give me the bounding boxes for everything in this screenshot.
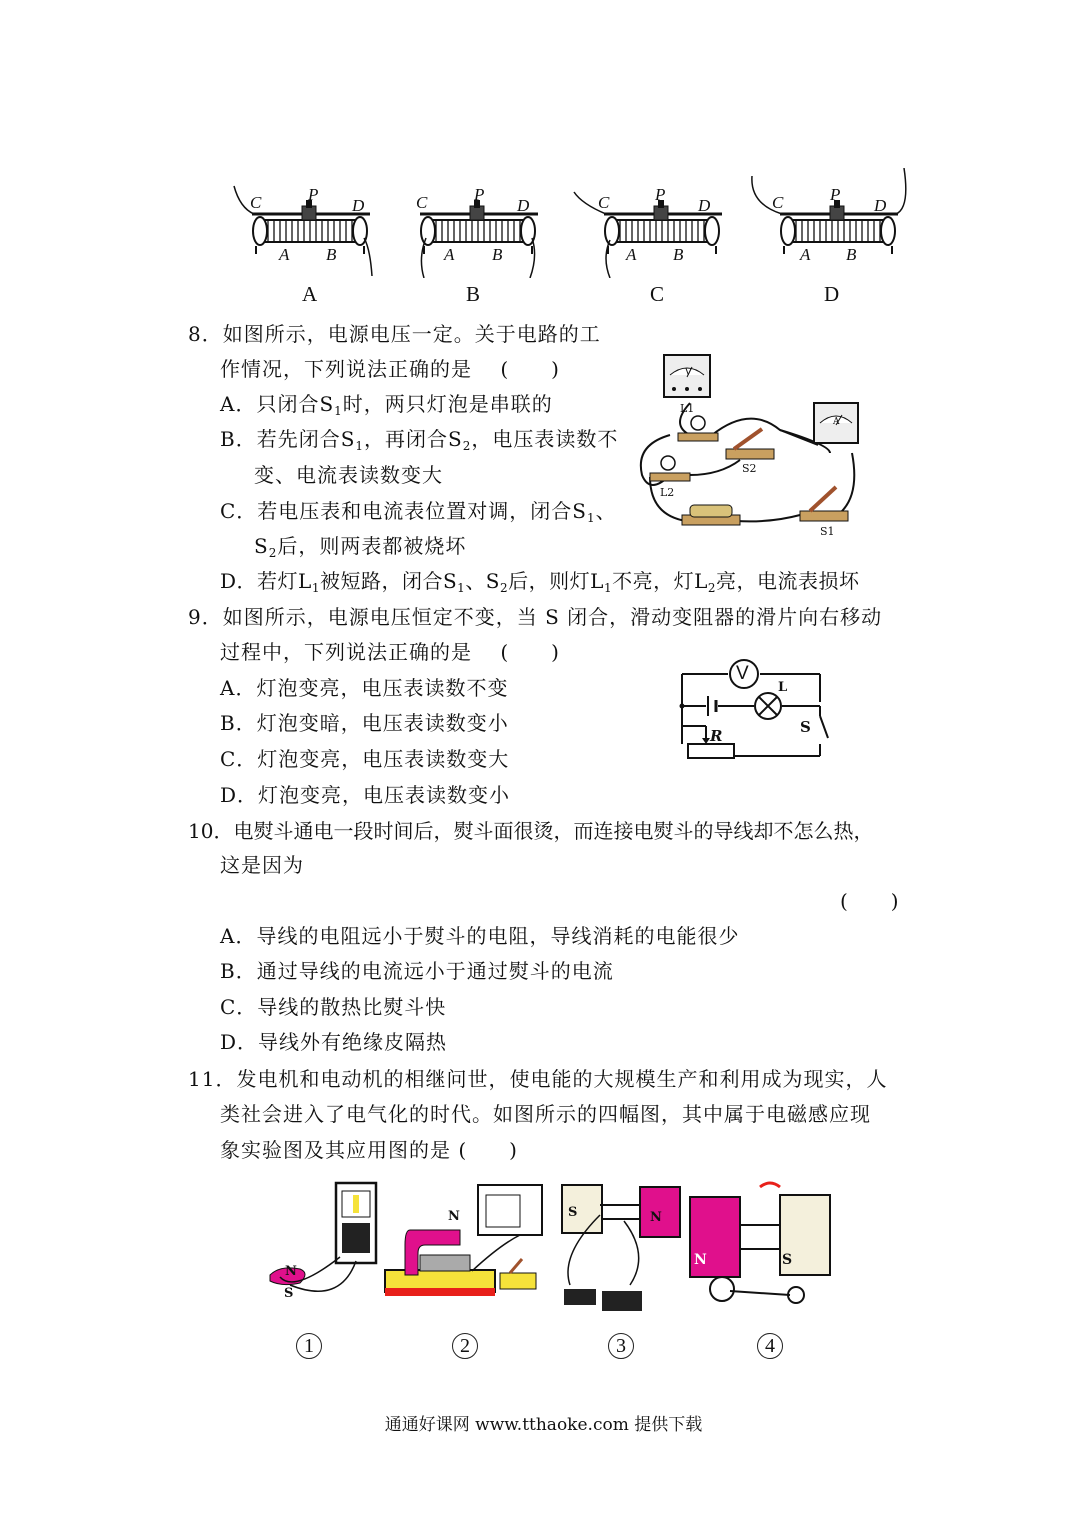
q11-stem-2: 类社会进入了电气化的时代。如图所示的四幅图，其中属于电磁感应现 bbox=[220, 1102, 871, 1126]
switch-s1 bbox=[800, 487, 848, 521]
terminal-label-a: A bbox=[279, 245, 290, 264]
figure-caption-a: A bbox=[302, 282, 318, 306]
q9-stem-2: 过程中，下列说法正确的是 ( ) bbox=[220, 640, 560, 664]
picture-3-s-label: S bbox=[568, 1205, 578, 1220]
q9-option-c: C．灯泡变亮，电压表读数变大 bbox=[220, 747, 510, 771]
q9-switch-label: S bbox=[800, 718, 811, 736]
terminal-label-c: C bbox=[598, 193, 610, 212]
label-s2: S2 bbox=[742, 462, 757, 475]
terminal-label-p: P bbox=[308, 185, 319, 204]
label-l1: L1 bbox=[680, 402, 695, 415]
switch-s2 bbox=[726, 429, 774, 459]
figure-number-4: 4 bbox=[757, 1333, 783, 1359]
q9-circuit-diagram bbox=[672, 656, 842, 764]
figure-number-1: 1 bbox=[296, 1333, 322, 1359]
q8-stem-2: 作情况，下列说法正确的是 ( ) bbox=[220, 357, 560, 381]
terminal-label-b: B bbox=[326, 245, 337, 264]
q9-stem-1: 9．如图所示，电源电压恒定不变，当 S 闭合，滑动变阻器的滑片向右移动 bbox=[188, 605, 883, 629]
q8-option-b: B．若先闭合$S_1$，再闭合$S_2$，电压表读数不 bbox=[220, 427, 619, 453]
picture-1-n-label: N bbox=[285, 1264, 297, 1279]
q8-option-b-cont: 变、电流表读数变大 bbox=[254, 463, 443, 487]
q8-stem-1: 8．如图所示，电源电压一定。关于电路的工 bbox=[188, 322, 601, 346]
terminal-label-d: D bbox=[517, 196, 530, 215]
q9-option-b: B．灯泡变暗，电压表读数变小 bbox=[220, 711, 509, 735]
q10-answer-blank: ( ) bbox=[840, 889, 900, 913]
picture-3-n-label: N bbox=[650, 1210, 662, 1225]
q8-option-c: C．若电压表和电流表位置对调，闭合$S_1$、 bbox=[220, 499, 617, 525]
terminal-label-p: P bbox=[474, 185, 485, 204]
terminal-label-c: C bbox=[772, 193, 784, 212]
q10-option-b: B．通过导线的电流远小于通过熨斗的电流 bbox=[220, 959, 614, 983]
terminal-label-a: A bbox=[444, 245, 455, 264]
q9-lamp-label: L bbox=[778, 680, 788, 695]
q10-stem-2: 这是因为 bbox=[220, 853, 304, 877]
terminal-label-c: C bbox=[416, 193, 428, 212]
terminal-label-b: B bbox=[492, 245, 503, 264]
picture-4 bbox=[690, 1183, 830, 1303]
q10-stem-1: 10．电熨斗通电一段时间后，熨斗面很烫，而连接电熨斗的导线却不怎么热， bbox=[188, 819, 874, 843]
q9-option-a: A．灯泡变亮，电压表读数不变 bbox=[220, 676, 509, 700]
figure-number-3: 3 bbox=[608, 1333, 634, 1359]
lamp-l2 bbox=[650, 456, 690, 481]
q9-rheostat-label: R bbox=[710, 727, 723, 745]
q11-stem-3: 象实验图及其应用图的是 ( ) bbox=[220, 1138, 518, 1162]
picture-2 bbox=[385, 1185, 542, 1296]
page-footer: 通通好课网 www.tthaoke.com 提供下载 bbox=[384, 1415, 703, 1435]
label-v-meter: V bbox=[685, 368, 692, 378]
picture-4-n-label: N bbox=[694, 1252, 707, 1268]
figure-caption-d: D bbox=[824, 282, 840, 306]
q10-option-c: C．导线的散热比熨斗快 bbox=[220, 995, 447, 1019]
picture-2-n-label: N bbox=[448, 1209, 460, 1224]
q10-option-a: A．导线的电阻远小于熨斗的电阻，导线消耗的电能很少 bbox=[220, 924, 740, 948]
q8-circuit-figure bbox=[630, 335, 870, 545]
terminal-label-p: P bbox=[655, 185, 666, 204]
q8-option-a: A．只闭合$S_1$时，两只灯泡是串联的 bbox=[220, 392, 553, 418]
terminal-label-d: D bbox=[874, 196, 887, 215]
lamp-l1 bbox=[678, 416, 718, 441]
battery bbox=[682, 505, 740, 525]
figure-caption-b: B bbox=[466, 282, 481, 306]
q9-option-d: D．灯泡变亮，电压表读数变小 bbox=[220, 783, 511, 807]
q8-option-d: D．若灯$L_1$被短路，闭合$S_1$、$S_2$后，则灯$L_1$不亮，灯$L_2$亮，电流表损坏 bbox=[220, 569, 860, 595]
terminal-label-a: A bbox=[626, 245, 637, 264]
picture-3 bbox=[562, 1185, 680, 1311]
q8-option-c-cont: $S_2$后，则两表都被烧坏 bbox=[254, 534, 467, 560]
terminal-label-p: P bbox=[830, 185, 841, 204]
q11-figures bbox=[260, 1175, 840, 1325]
terminal-label-c: C bbox=[250, 193, 262, 212]
terminal-label-d: D bbox=[698, 196, 711, 215]
picture-1-s-label: S bbox=[284, 1286, 294, 1301]
label-l2: L2 bbox=[660, 486, 675, 499]
label-s1: S1 bbox=[820, 525, 835, 538]
figure-caption-c: C bbox=[650, 282, 665, 306]
terminal-label-b: B bbox=[846, 245, 857, 264]
label-a-meter: A bbox=[833, 417, 840, 427]
rheostat-figure-row bbox=[220, 168, 920, 278]
terminal-label-b: B bbox=[673, 245, 684, 264]
figure-number-2: 2 bbox=[452, 1333, 478, 1359]
q11-stem-1: 11．发电机和电动机的相继问世，使电能的大规模生产和利用成为现实，人 bbox=[188, 1067, 888, 1091]
terminal-label-a: A bbox=[800, 245, 811, 264]
q9-voltmeter-label: V bbox=[736, 663, 749, 684]
picture-4-s-label: S bbox=[782, 1252, 793, 1268]
terminal-label-d: D bbox=[352, 196, 365, 215]
q10-option-d: D．导线外有绝缘皮隔热 bbox=[220, 1030, 448, 1054]
